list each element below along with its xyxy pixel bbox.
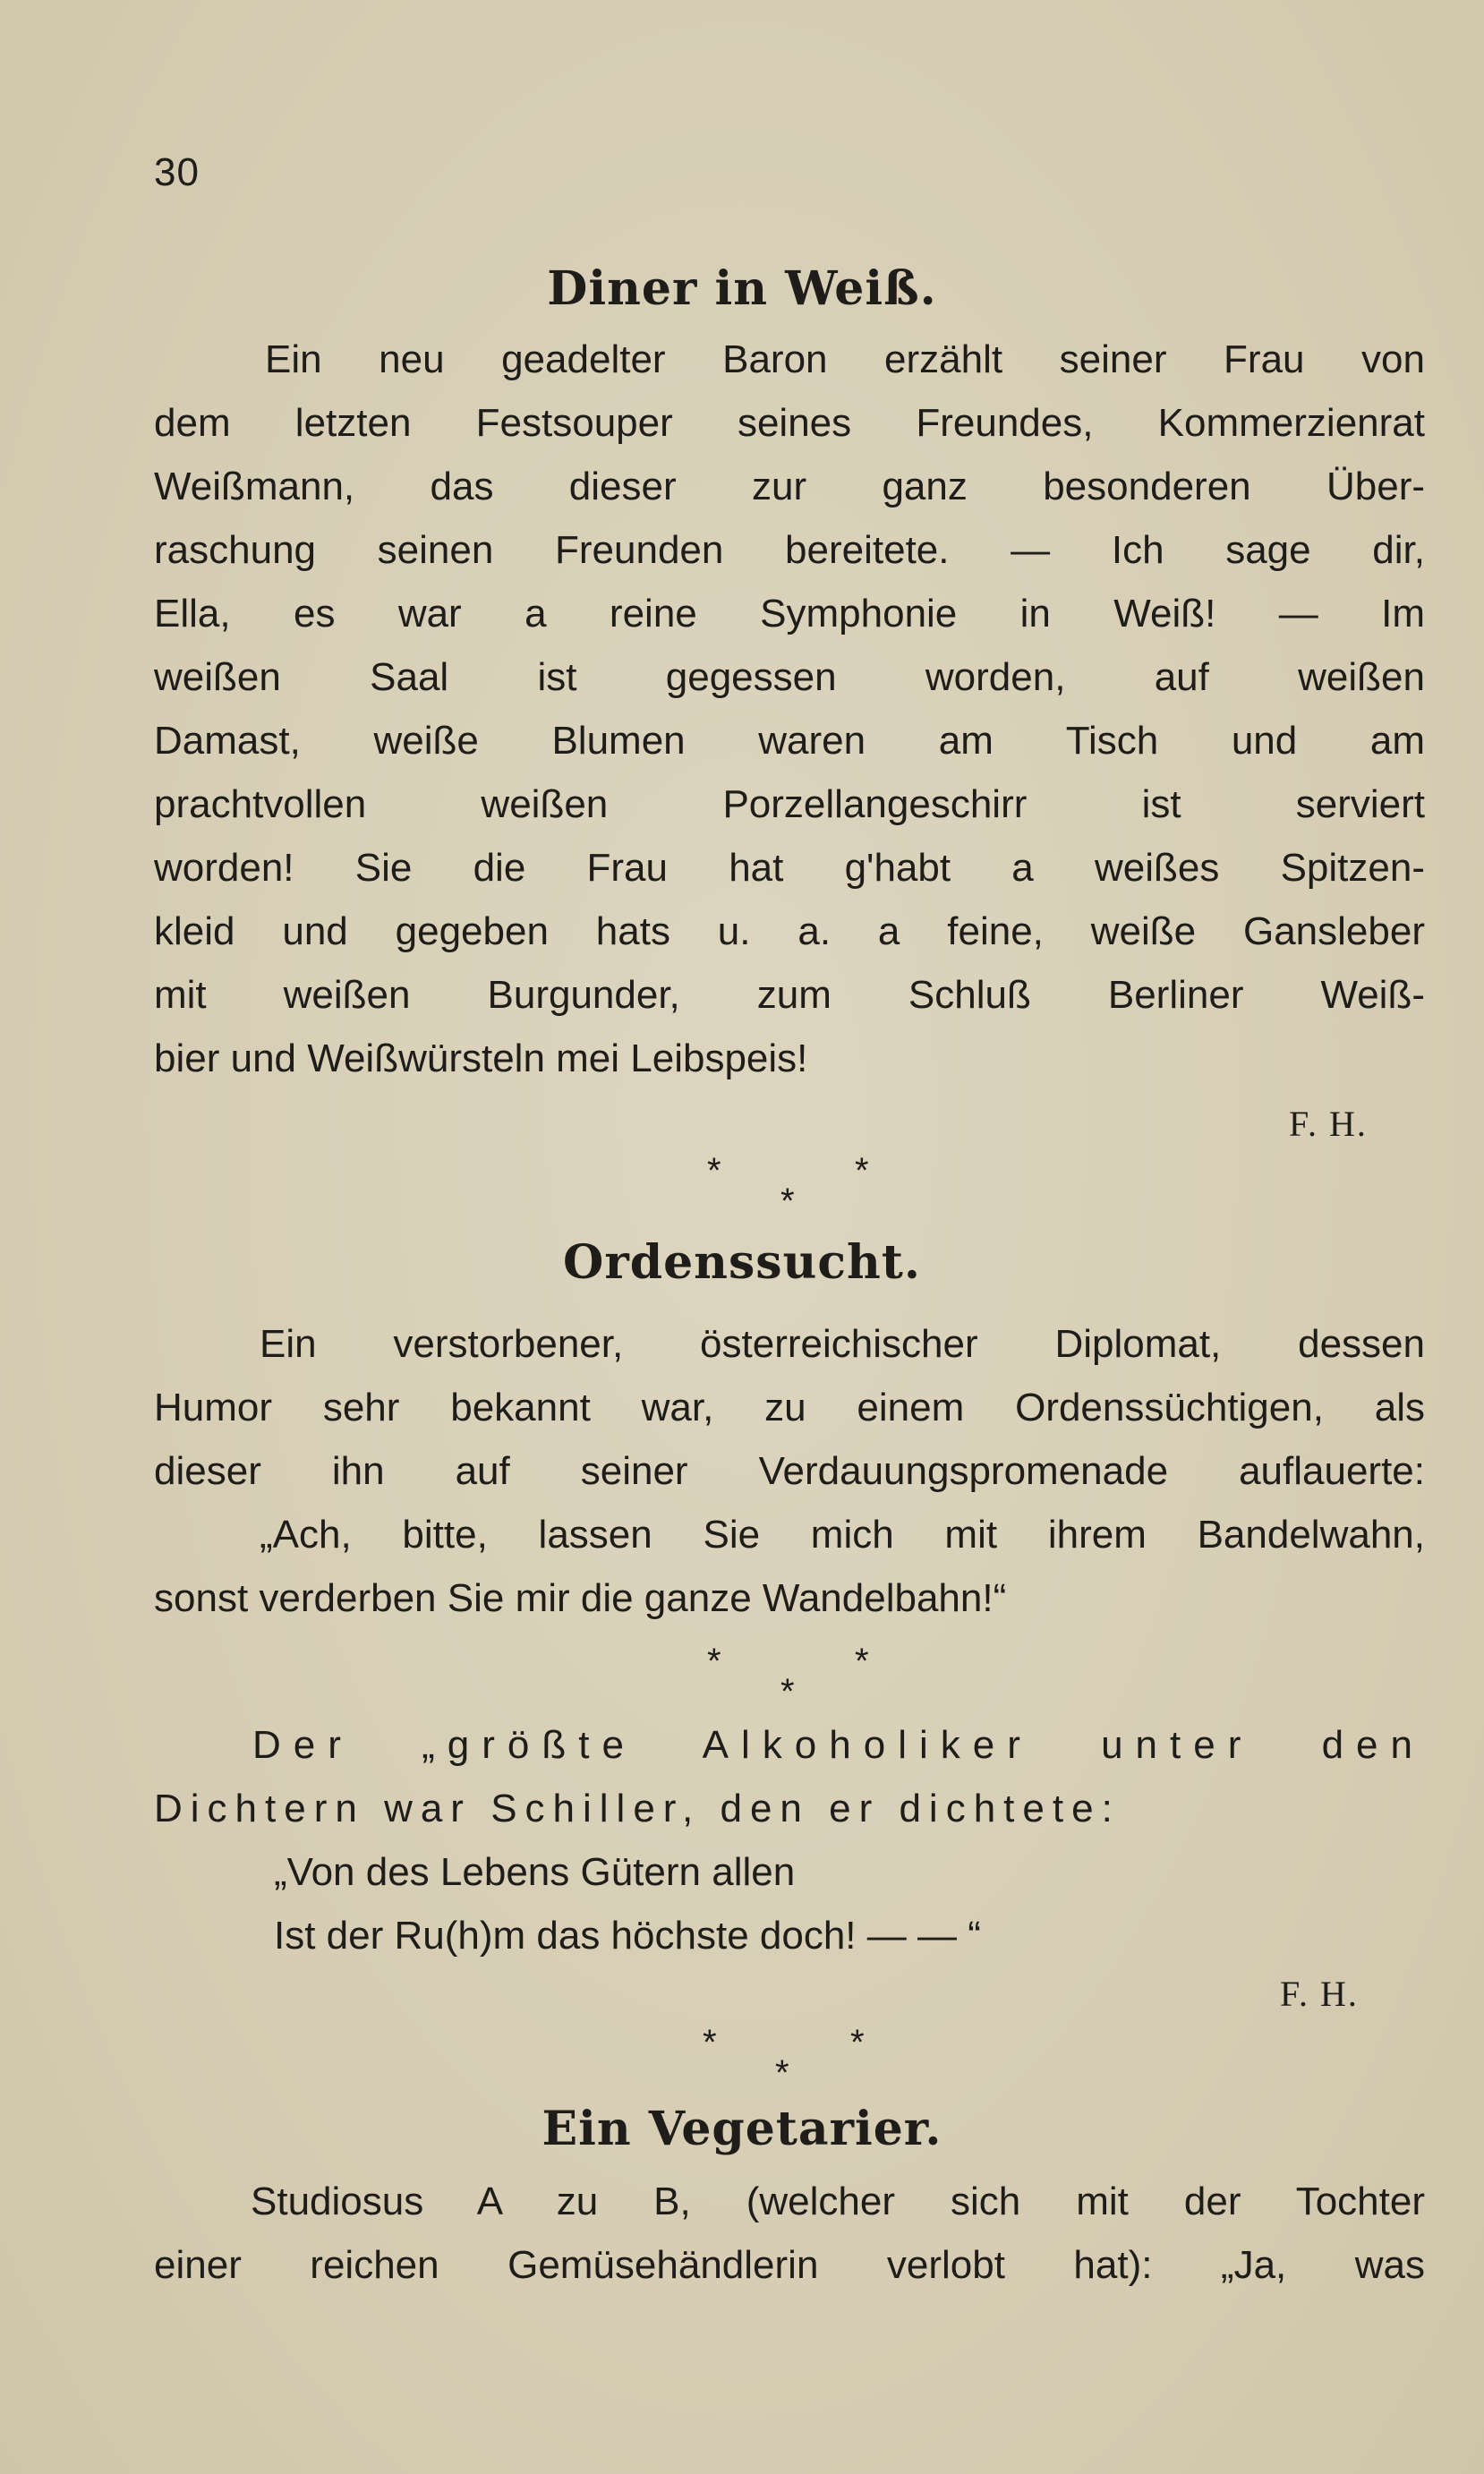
text-line: Studiosus A zu B, (welcher sich mit der Tochter <box>251 2180 1425 2223</box>
text-line: prachtvollen weißen Porzellangeschirr ist serviert <box>154 782 1425 826</box>
text-line: Ist der Ru(h)m das höchste doch! — — “ <box>274 1914 981 1958</box>
text-line: Ella, es war a reine Symphonie in Weiß! — Im <box>154 592 1425 636</box>
asterisk: * <box>707 1151 721 1190</box>
text-line: bier und Weißwürsteln mei Leibspeis! <box>154 1037 808 1080</box>
separator-3 <box>0 2023 1484 2093</box>
text-line: worden! Sie die Frau hat g'habt a weißes Spitzen- <box>154 846 1425 890</box>
paragraph-ordenssucht <box>154 1312 1425 1630</box>
text-line: kleid und gegeben hats u. a. a feine, weiße Gansleber <box>154 909 1425 953</box>
text-line: „Ach, bitte, lassen Sie mich mit ihrem Bandelwahn, <box>260 1513 1425 1557</box>
paragraph-diner <box>154 328 1425 1090</box>
text-line: raschung seinen Freunden bereitete. — Ich sage dir, <box>154 528 1425 572</box>
text-line: weißen Saal ist gegessen worden, auf weißen <box>154 655 1425 699</box>
paragraph-schiller <box>154 1713 1425 1967</box>
text-line: mit weißen Burgunder, zum Schluß Berliner Weiß- <box>154 973 1425 1017</box>
text-line: einer reichen Gemüsehändlerin verlobt hat): „Ja, was <box>154 2243 1425 2287</box>
text-line: Der „größte Alkoholiker unter den <box>252 1723 1425 1767</box>
text-line: Dichtern war Schiller, den er dichtete: <box>154 1787 1121 1830</box>
signature-diner: F. H. <box>1289 1104 1368 1144</box>
asterisk: * <box>855 1151 869 1190</box>
text-line: Damast, weiße Blumen waren am Tisch und am <box>154 719 1425 763</box>
section-title-ordenssucht: Ordenssucht. <box>563 1235 921 1290</box>
asterisk: * <box>780 1672 795 1711</box>
signature-schiller: F. H. <box>1280 1974 1359 2014</box>
asterisk: * <box>855 1642 869 1681</box>
text-line: Ein neu geadelter Baron erzählt seiner Frau von <box>265 337 1425 381</box>
text-line: „Von des Lebens Gütern allen <box>274 1850 796 1894</box>
asterisk: * <box>850 2023 865 2062</box>
section-title-diner: Diner in Weiß. <box>547 261 937 316</box>
asterisk: * <box>707 1642 721 1681</box>
asterisk: * <box>780 1182 795 1221</box>
separator-2 <box>0 1642 1484 1711</box>
asterisk: * <box>703 2023 717 2062</box>
separator-1 <box>0 1151 1484 1221</box>
text-line: Ein verstorbener, österreichischer Diplomat, dessen <box>260 1322 1425 1366</box>
text-line: sonst verderben Sie mir die ganze Wandelbahn!“ <box>154 1576 1007 1620</box>
text-line: dem letzten Festsouper seines Freundes, Kommerzienrat <box>154 401 1425 445</box>
text-line: Weißmann, das dieser zur ganz besonderen Über- <box>154 465 1425 508</box>
section-title-vegetarier: Ein Vegetarier. <box>542 2102 942 2156</box>
text-line: dieser ihn auf seiner Verdauungspromenade auflauerte: <box>154 1449 1425 1493</box>
page-number: 30 <box>154 150 200 194</box>
text-line: Humor sehr bekannt war, zu einem Ordenssüchtigen, als <box>154 1386 1425 1429</box>
asterisk: * <box>775 2053 789 2093</box>
paragraph-vegetarier <box>154 2170 1425 2297</box>
